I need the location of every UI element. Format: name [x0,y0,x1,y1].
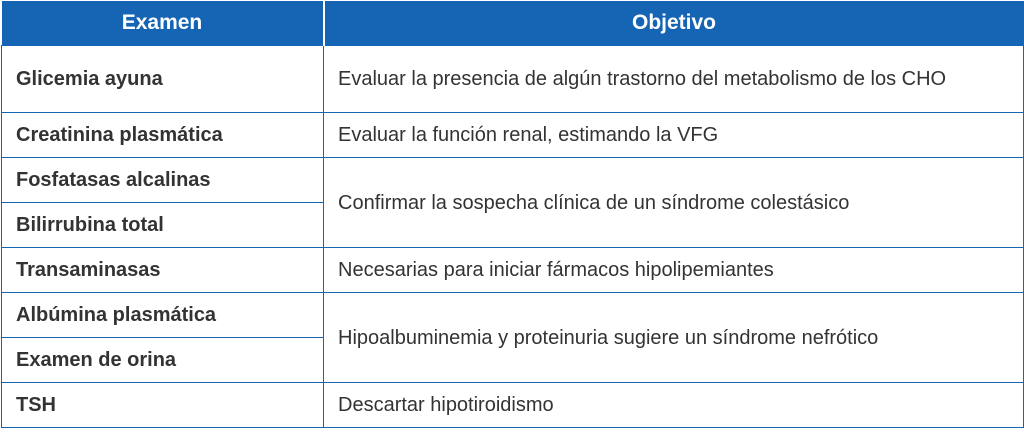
exam-cell: Examen de orina [2,338,324,383]
table-row [2,113,1024,158]
table-row [2,383,1024,428]
objective-cell: Evaluar la presencia de algún trastorno del metabolismo de los CHO [324,46,1024,113]
exam-cell: Glicemia ayuna [2,46,324,113]
header-exam: Examen [2,1,324,46]
objective-cell: Confirmar la sospecha clínica de un síndrome colestásico [324,158,1024,248]
objective-cell: Necesarias para iniciar fármacos hipolipemiantes [324,248,1024,293]
objective-cell: Hipoalbuminemia y proteinuria sugiere un síndrome nefrótico [324,293,1024,383]
exam-cell: Fosfatasas alcalinas [2,158,324,203]
table-row [2,46,1024,113]
header-objective: Objetivo [324,1,1024,46]
exams-table [1,1,1024,428]
exam-cell: Transaminasas [2,248,324,293]
objective-cell: Descartar hipotiroidismo [324,383,1024,428]
table-row [2,158,1024,203]
exam-cell: Creatinina plasmática [2,113,324,158]
table-row [2,248,1024,293]
exam-cell: Bilirrubina total [2,203,324,248]
exam-cell: Albúmina plasmática [2,293,324,338]
exam-cell: TSH [2,383,324,428]
table-header-row [2,1,1024,46]
table-row [2,293,1024,338]
objective-cell: Evaluar la función renal, estimando la VFG [324,113,1024,158]
